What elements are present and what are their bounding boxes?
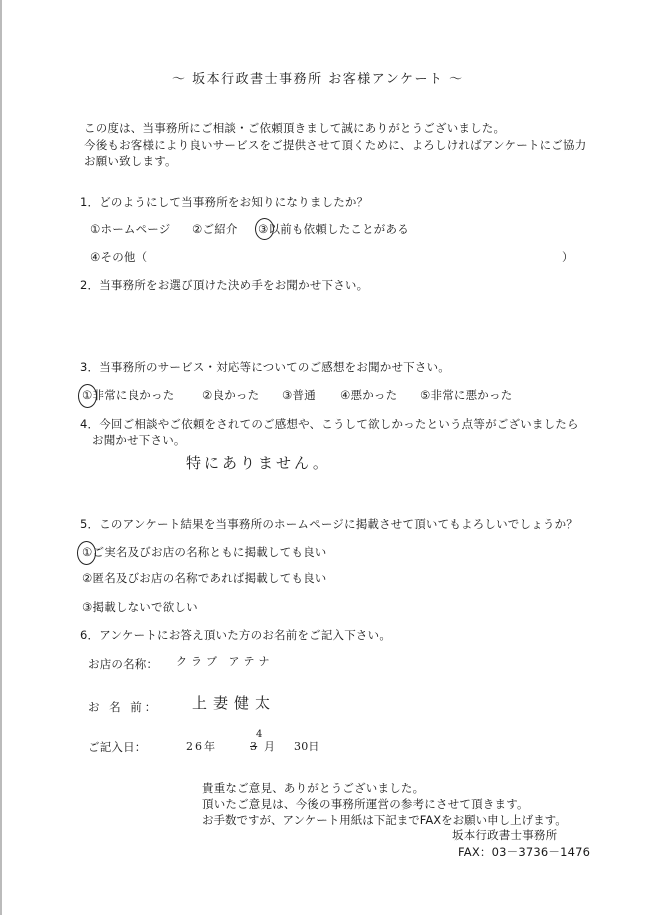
q3-question: 3．当事務所のサービス・対応等についてのご感想をお聞かせ下さい。 (80, 360, 450, 374)
q1-option-previous: ③以前も依頼したことがある (258, 222, 409, 236)
q1-option-other: ④その他（ (90, 250, 148, 264)
q5-option-2: ②匿名及びお店の名称であれば掲載しても良い (82, 571, 327, 585)
q3-option-5: ⑤非常に悪かった (420, 388, 513, 402)
footer-fax: FAX：03－3736－1476 (458, 845, 591, 859)
q6-question: 6．アンケートにお答え頂いた方のお名前をご記入下さい。 (80, 628, 392, 642)
q5-option-1: ①ご実名及びお店の名称ともに掲載しても良い (82, 545, 327, 559)
shop-name-value: クラブ アテナ (176, 655, 274, 668)
q3-option-1: ①非常に良かった (82, 388, 175, 402)
q5-selected-circle (77, 541, 96, 565)
q3-option-3: ③普通 (282, 388, 316, 402)
date-day: 30日 (294, 740, 320, 753)
intro-line-1: この度は、当事務所にご相談・ご依頼頂きまして誠にありがとうございました。 (84, 121, 506, 135)
q1-option-referral: ②ご紹介 (192, 222, 238, 236)
q1-option-homepage: ①ホームページ (90, 222, 171, 236)
date-year: 26年 (186, 740, 217, 753)
q4-question-line-1: 4．今回ご相談やご依頼をされてのご感想や、こうして欲しかったという点等がございましたら (80, 417, 579, 431)
q2-question: 2．当事務所をお選び頂けた決め手をお聞かせ下さい。 (80, 278, 369, 292)
q3-selected-circle (78, 384, 97, 408)
date-month-suffix: 月 (264, 740, 276, 753)
footer-line-2: 頂いたご意見は、今後の事務所運営の参考にさせて頂きます。 (202, 797, 529, 811)
scan-edge-left (0, 0, 2, 915)
q4-handwritten-answer: 特にありません。 (186, 454, 331, 472)
footer-office-name: 坂本行政書士事務所 (452, 828, 558, 842)
survey-title: ～ 坂本行政書士事務所 お客様アンケート ～ (172, 72, 464, 87)
date-month: 4 (256, 729, 263, 740)
footer-line-1: 貴重なご意見、ありがとうございました。 (202, 781, 425, 795)
q4-question-line-2: お聞かせ下さい。 (92, 433, 186, 447)
date-month-struck: 3 (250, 740, 258, 753)
q3-option-4: ④悪かった (340, 388, 398, 402)
q1-other-close: ） (562, 250, 574, 264)
shop-name-label: お店の名称： (88, 657, 159, 671)
date-label: ご記入日： (88, 740, 147, 754)
q5-option-3: ③掲載しないで欲しい (82, 600, 198, 614)
q1-selected-circle (255, 218, 274, 240)
name-value: 上妻健太 (192, 694, 277, 712)
q1-question: 1．どのようにして当事務所をお知りになりましたか？ (80, 195, 369, 209)
q3-option-2: ②良かった (202, 388, 260, 402)
intro-line-2: 今後もお客様により良いサービスをご提供させて頂くために、よろしければアンケートにご協力 (84, 138, 587, 152)
name-label: お 名 前： (88, 700, 160, 714)
footer-line-3: お手数ですが、アンケート用紙は下記までFAXをお願い申し上げます。 (202, 813, 567, 827)
q5-question: 5．このアンケート結果を当事務所のホームページに掲載させて頂いてもよろしいでしょうか？ (80, 517, 578, 531)
intro-line-3: お願い致します。 (84, 154, 177, 168)
